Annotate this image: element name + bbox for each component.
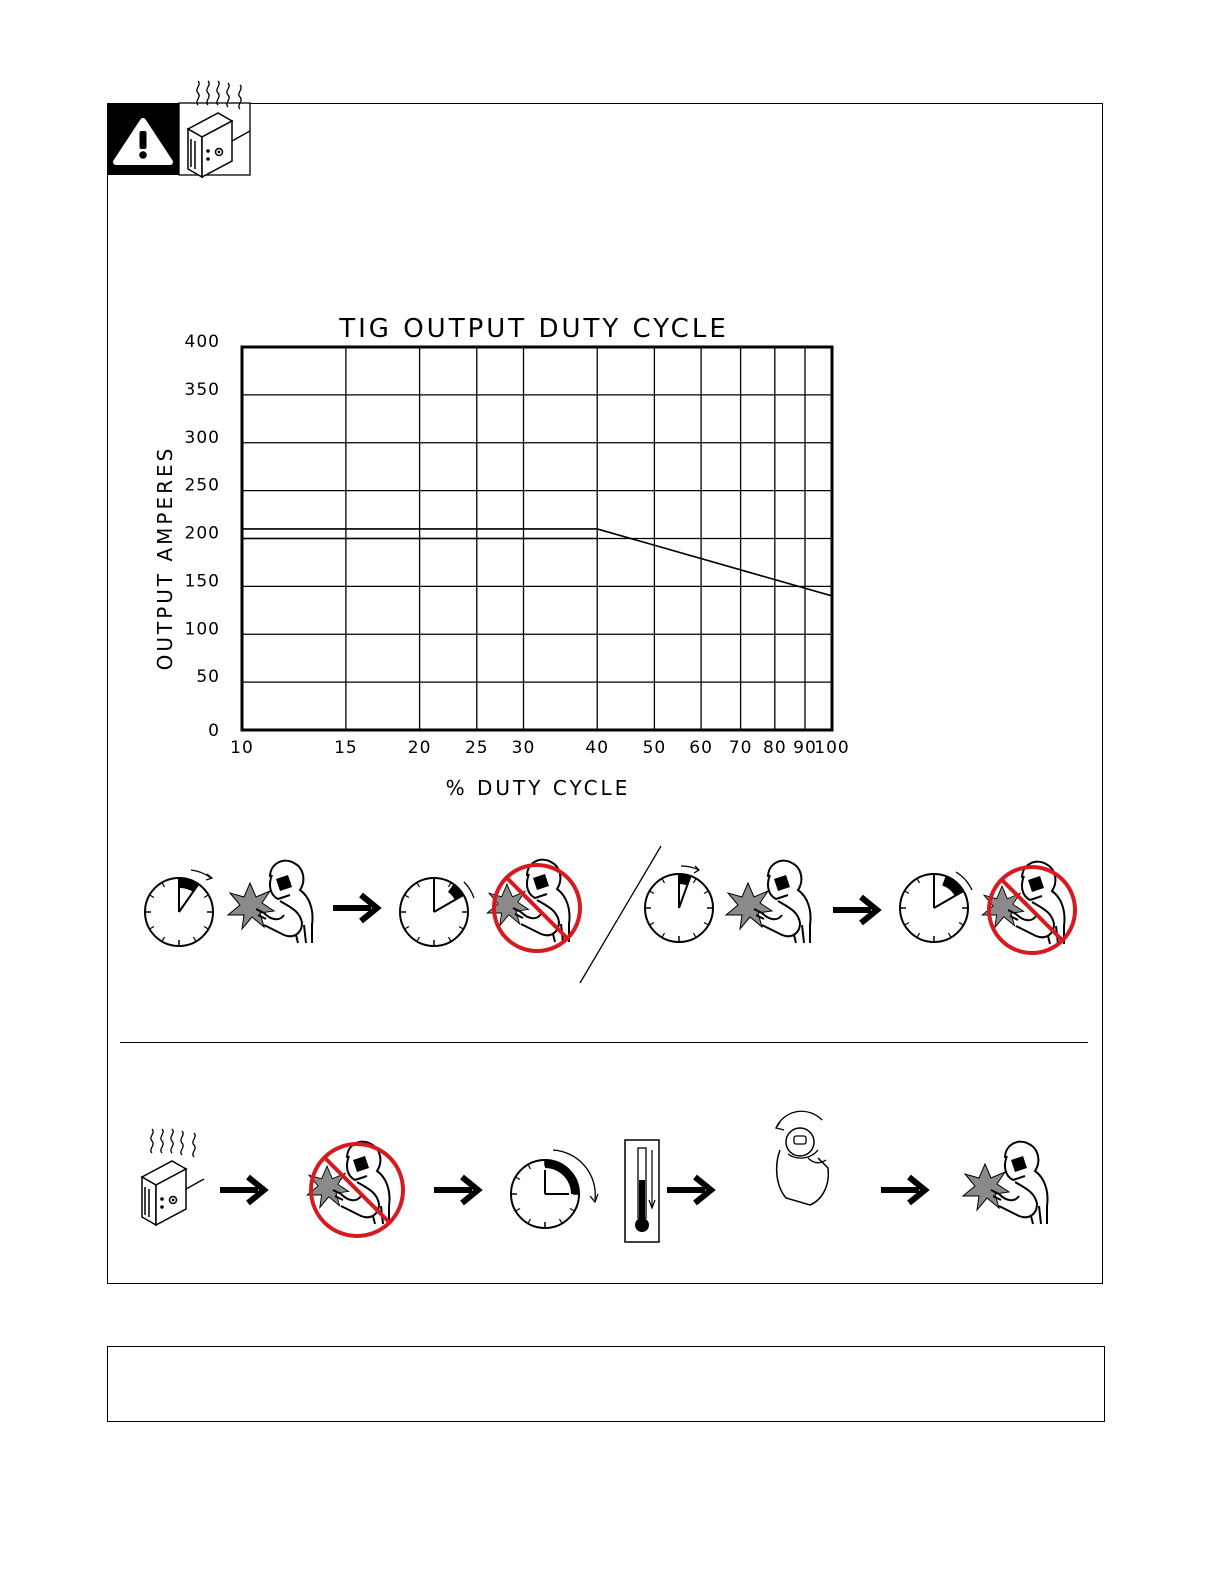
arrow-icon bbox=[881, 1177, 925, 1203]
chart-title: TIG OUTPUT DUTY CYCLE bbox=[339, 314, 729, 344]
overheating-sequence bbox=[142, 1111, 1048, 1242]
timer-short-icon bbox=[645, 866, 713, 942]
arrow-icon bbox=[434, 1177, 478, 1203]
arrow-icon bbox=[667, 1177, 711, 1203]
timer-short-icon bbox=[145, 870, 213, 946]
x-tick-label: 15 bbox=[334, 738, 358, 758]
reduce-amperage-knob-icon bbox=[776, 1111, 828, 1205]
y-tick-label: 200 bbox=[184, 523, 220, 544]
x-tick-label: 60 bbox=[689, 738, 713, 758]
x-tick-label: 90 bbox=[793, 738, 817, 758]
x-tick-labels bbox=[230, 738, 850, 758]
arrow-icon bbox=[333, 895, 377, 921]
x-tick-label: 20 bbox=[407, 738, 432, 758]
x-tick-label: 30 bbox=[511, 738, 536, 758]
no-welding-icon bbox=[307, 1142, 403, 1236]
y-axis-label: OUTPUT AMPERES bbox=[153, 445, 177, 671]
welder-icon bbox=[963, 1142, 1048, 1224]
duty-cycle-sequence bbox=[145, 846, 1075, 983]
thermometer-icon bbox=[625, 1140, 659, 1242]
warning-header bbox=[107, 81, 250, 177]
timer-wait-icon bbox=[511, 1150, 598, 1228]
arrow-icon bbox=[220, 1177, 264, 1203]
x-tick-label: 50 bbox=[642, 738, 667, 758]
y-tick-label: 350 bbox=[184, 379, 220, 400]
x-tick-label: 25 bbox=[464, 738, 489, 758]
x-tick-label: 10 bbox=[230, 738, 254, 758]
no-welding-icon bbox=[982, 862, 1075, 953]
no-welding-icon bbox=[487, 860, 580, 951]
y-tick-label: 250 bbox=[184, 475, 220, 496]
timer-rest-icon bbox=[900, 872, 972, 942]
x-axis-label: % DUTY CYCLE bbox=[445, 776, 631, 800]
hot-machine-icon bbox=[142, 1129, 204, 1225]
y-tick-label: 0 bbox=[208, 721, 220, 741]
x-tick-label: 100 bbox=[814, 738, 850, 758]
y-tick-label: 50 bbox=[196, 667, 220, 688]
y-tick-label: 150 bbox=[184, 571, 220, 592]
duty-cycle-chart bbox=[153, 314, 850, 800]
timer-rest-icon bbox=[400, 878, 474, 946]
x-tick-label: 70 bbox=[728, 738, 753, 758]
welder-icon bbox=[726, 861, 811, 943]
x-tick-label: 80 bbox=[763, 738, 787, 758]
y-tick-label: 300 bbox=[184, 427, 220, 448]
y-tick-label: 400 bbox=[184, 332, 220, 352]
y-tick-labels bbox=[185, 332, 220, 741]
x-tick-label: 40 bbox=[585, 738, 610, 758]
welder-icon bbox=[228, 861, 313, 943]
arrow-icon bbox=[833, 897, 877, 923]
y-tick-label: 100 bbox=[184, 619, 220, 640]
